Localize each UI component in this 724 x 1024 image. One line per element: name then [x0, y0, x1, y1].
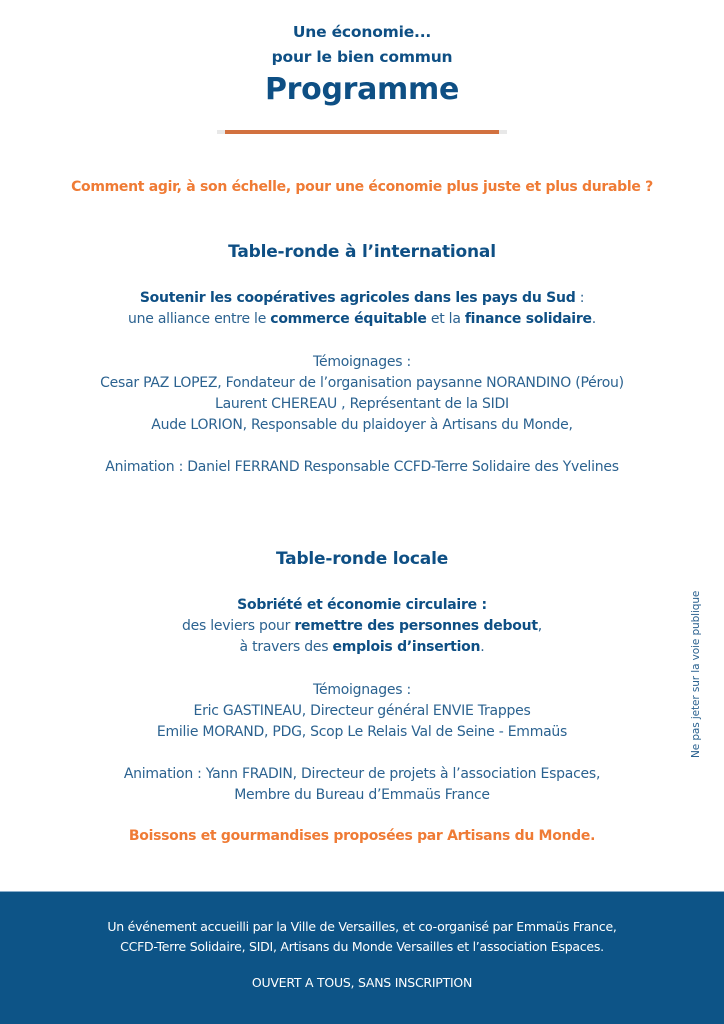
international-theme-colon: : [575, 290, 585, 306]
local-subtheme-1 [0, 616, 724, 637]
local-animation-2: Membre du Bureau d’Emmaüs France [234, 787, 490, 803]
testimony-item: Aude LORION, Responsable du plaidoyer à Artisans du Monde, [151, 417, 573, 433]
international-subtheme [0, 309, 724, 330]
side-note: Ne pas jeter sur la voie publique [690, 590, 702, 758]
local-subtheme-2 [0, 637, 724, 658]
local-theme [0, 595, 724, 616]
footer-line-1: Un événement accueilli par la Ville de Versailles, et co-organisé par Emmaüs France, [107, 919, 617, 934]
header-line-1: Une économie... [292, 23, 432, 41]
international-theme [0, 288, 724, 309]
text-fragment: . [480, 639, 485, 655]
page-title: Programme [264, 72, 460, 107]
text-bold-fragment: finance solidaire [464, 311, 592, 327]
title-divider [217, 130, 507, 134]
footer [0, 891, 724, 1024]
text-bold-fragment: commerce équitable [270, 311, 427, 327]
local-theme-bold: Sobriété et économie circulaire : [237, 597, 487, 613]
footer-open-notice: OUVERT A TOUS, SANS INSCRIPTION [251, 975, 473, 990]
refreshments-note: Boissons et gourmandises proposées par Artisans du Monde. [128, 828, 596, 844]
text-fragment: des leviers pour [182, 618, 295, 634]
header-line-2: pour le bien commun [271, 48, 453, 66]
text-fragment: . [591, 311, 596, 327]
local-testimonies-label: Témoignages : [313, 682, 411, 698]
testimony-item: Laurent CHEREAU , Représentant de la SIDI [215, 396, 509, 412]
text-bold-fragment: emplois d’insertion [332, 639, 481, 655]
text-fragment: une alliance entre le [128, 311, 271, 327]
local-animation-1: Animation : Yann FRADIN, Directeur de projets à l’association Espaces, [123, 766, 601, 782]
central-question: Comment agir, à son échelle, pour une économie plus juste et plus durable ? [71, 179, 653, 195]
text-fragment: , [537, 618, 542, 634]
testimony-item: Emilie MORAND, PDG, Scop Le Relais Val de Seine - Emmaüs [156, 724, 568, 740]
international-theme-bold: Soutenir les coopératives agricoles dans les pays du Sud [139, 290, 576, 306]
international-animation: Animation : Daniel FERRAND Responsable CCFD-Terre Solidaire des Yvelines [105, 459, 619, 475]
testimony-item: Eric GASTINEAU, Directeur général ENVIE Trappes [193, 703, 531, 719]
text-bold-fragment: remettre des personnes debout [294, 618, 538, 634]
international-testimonies-label: Témoignages : [313, 354, 411, 370]
section-title-local: Table-ronde locale [275, 549, 449, 569]
testimony-item: Cesar PAZ LOPEZ, Fondateur de l’organisation paysanne NORANDINO (Pérou) [100, 375, 624, 391]
text-fragment: à travers des [239, 639, 333, 655]
text-fragment: et la [426, 311, 465, 327]
section-title-international: Table-ronde à l’international [228, 242, 496, 262]
footer-line-2: CCFD-Terre Solidaire, SIDI, Artisans du Monde Versailles et l’association Espaces. [120, 939, 604, 954]
